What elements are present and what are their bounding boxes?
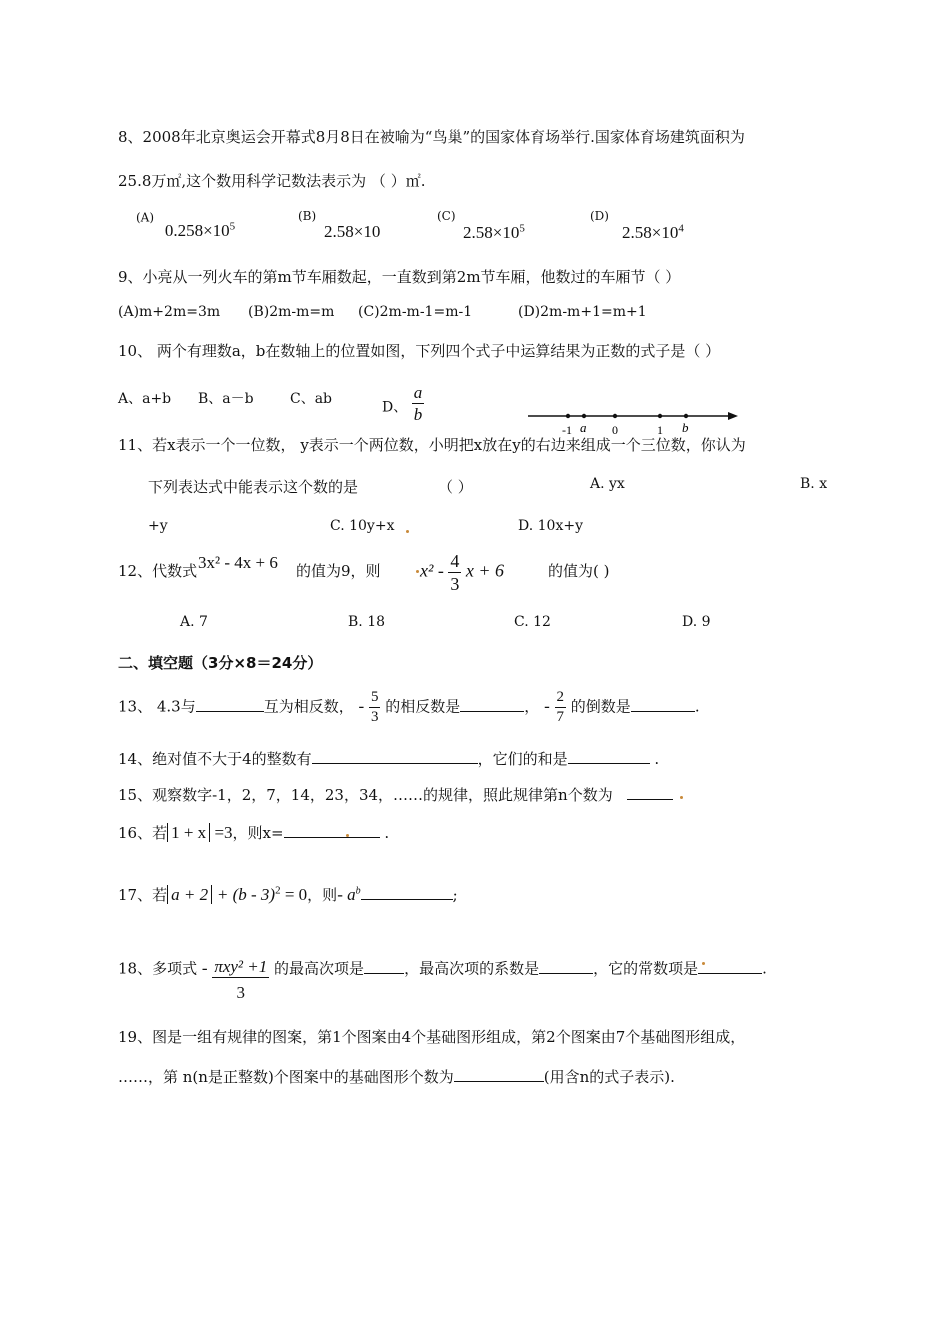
q17: 17、若 a + 2 + (b - 3)$^2$ = 0，则- $a^b$ ; — [118, 884, 458, 904]
q11-blank-paren: （ ） — [438, 478, 473, 496]
q16: 16、若 1 + x =3，则x= . — [118, 823, 390, 842]
axis-arrow — [728, 412, 738, 420]
q10-option-d: D、 $\frac{a}{b}$ — [382, 383, 423, 424]
label-1: 1 — [657, 423, 663, 436]
q12-prefix: 12、代数式 — [118, 562, 198, 580]
q12-option-c: C. 12 — [514, 614, 551, 630]
number-line — [520, 404, 740, 436]
squared-term: + (b - 3)$^2$ = 0 — [216, 884, 308, 904]
stray-mark — [346, 834, 349, 837]
option-value: $0.258\times 10^5$ — [164, 220, 236, 240]
answer-blank[interactable] — [454, 1067, 544, 1082]
answer-blank[interactable] — [312, 749, 478, 764]
option-value: $2.58\times 10^5$ — [463, 222, 525, 242]
q11-option-c: C. 10y+x — [330, 518, 395, 534]
q8-option-d: (D) $2.58\times 10^4$ — [590, 209, 684, 242]
label-a: a — [580, 420, 587, 435]
q9-stem: 9、小亮从一列火车的第m节车厢数起，一直数到第2m节车厢，他数过的车厢节（ ） — [118, 268, 681, 286]
label-b: b — [682, 420, 689, 435]
q9-option-d: (D)2m-m+1=m+1 — [518, 304, 647, 320]
q10-option-c: C、ab — [290, 391, 333, 407]
fraction-4-over-3: $\frac{4}{3}$ — [450, 551, 460, 594]
stray-mark — [406, 530, 409, 533]
q11-option-b: B. x — [800, 476, 828, 492]
q8-option-b: (B) 2.58×10 — [298, 209, 381, 241]
q12-option-a: A. 7 — [180, 614, 208, 630]
fraction-a-over-b: $\frac{a}{b}$ — [413, 383, 423, 424]
answer-blank[interactable] — [361, 885, 453, 900]
answer-blank[interactable] — [196, 697, 264, 712]
option-value: 2.58×10 — [324, 222, 381, 241]
q8-option-a — [136, 206, 236, 240]
q13: 13、 4.3与 互为相反数， - $\frac{5}{3}$ 的相反数是 ， - $\frac{2}{7}$ 的倒数是 . — [118, 689, 700, 725]
q9-option-c: (C)2m-m-1=m-1 — [358, 304, 473, 320]
q12-suffix: 的值为( ) — [548, 562, 610, 580]
q14: 14、绝对值不大于4的整数有 ，它们的和是 . — [118, 750, 660, 768]
q11-option-b-cont: +y — [148, 518, 168, 534]
answer-blank[interactable] — [364, 959, 404, 974]
answer-blank[interactable] — [460, 697, 524, 712]
q11-line1: 11、若x表示一个一位数， y表示一个两位数，小明把x放在y的右边来组成一个三位数，你认为 — [118, 436, 746, 454]
q11-option-a: A. yx — [590, 476, 625, 492]
fraction-2-over-7: $\frac{2}{7}$ — [556, 689, 565, 725]
q19-line2: ……，第 n(n是正整数)个图案中的基础图形个数为 (用含n的式子表示). — [118, 1068, 675, 1086]
q12-mid: 的值为9，则 — [296, 562, 381, 580]
stray-mark — [416, 570, 419, 573]
abs-value: 1 + x — [167, 823, 210, 842]
fraction-polynomial: $\frac{\text{πxy² +1}}{3}$ — [214, 957, 268, 1002]
neg-a-pow-b: - $a^b$ — [337, 885, 361, 904]
label-0: 0 — [612, 423, 618, 436]
stray-mark — [702, 962, 705, 965]
q11-option-d: D. 10x+y — [518, 518, 583, 534]
q8-option-c: (C) $2.58\times 10^5$ — [437, 209, 525, 242]
section-title: 二、填空题（3分×8＝24分） — [118, 654, 323, 672]
q10-option-b: B、a－b — [198, 391, 254, 407]
q10-stem: 10、 两个有理数a，b在数轴上的位置如图，下列四个式子中运算结果为正数的式子是（ ） — [118, 342, 721, 360]
tick-0 — [613, 414, 617, 418]
q12-expr2: x² - $\frac{4}{3}$ x + 6 — [420, 551, 505, 594]
answer-blank[interactable] — [539, 959, 593, 974]
q10-option-a: A、a+b — [118, 391, 172, 407]
q12-option-d: D. 9 — [682, 614, 711, 630]
stray-mark — [680, 796, 683, 799]
answer-blank[interactable] — [568, 749, 650, 764]
q9-option-b: (B)2m-m=m — [248, 304, 335, 320]
point-a — [582, 414, 586, 418]
answer-blank[interactable] — [698, 959, 762, 974]
q15: 15、观察数字-1，2，7，14，23，34，……的规律，照此规律第n个数为 — [118, 784, 673, 805]
point-b — [684, 414, 688, 418]
answer-blank[interactable] — [284, 823, 380, 838]
tick-minus-1 — [566, 414, 570, 418]
option-value: $2.58\times 10^4$ — [622, 222, 684, 242]
tick-1 — [658, 414, 662, 418]
option-label: (A) — [136, 210, 155, 225]
answer-blank[interactable] — [631, 697, 695, 712]
q12-option-b: B. 18 — [348, 614, 386, 630]
q9-option-a: (A)m+2m=3m — [118, 304, 221, 320]
q12-expr1: 3x² - 4x + 6 — [198, 553, 278, 572]
answer-blank[interactable] — [627, 785, 673, 800]
label-minus-1: -1 — [562, 423, 572, 436]
abs-value: a + 2 — [167, 885, 212, 904]
q18: 18、多项式 - $\frac{\text{πxy² +1}}{3}$ 的最高次项是 ，最高次项的系数是 ，它的常数项是 . — [118, 957, 767, 1002]
q8-line1: 8、2008年北京奥运会开幕式8月8日在被喻为“鸟巢”的国家体育场举行.国家体育场建筑面积为 — [118, 128, 745, 146]
q8-line2: 25.8万㎡,这个数用科学记数法表示为 （ ）㎡. — [118, 172, 426, 190]
fraction-5-over-3: $\frac{5}{3}$ — [370, 689, 379, 725]
q11-line2-text: 下列表达式中能表示这个数的是 — [148, 478, 359, 496]
q19-line1: 19、图是一组有规律的图案，第1个图案由4个基础图形组成，第2个图案由7个基础图形组成， — [118, 1028, 746, 1046]
